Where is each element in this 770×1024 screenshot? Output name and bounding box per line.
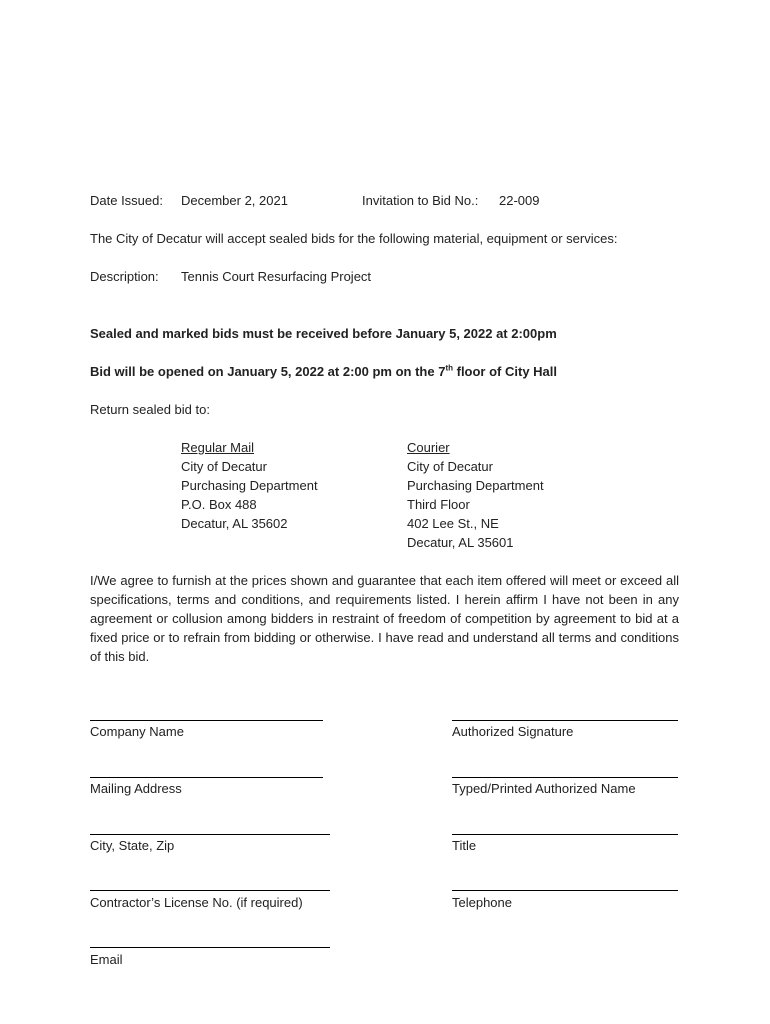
authorized-signature-line[interactable] (452, 720, 678, 721)
date-issued-label: Date Issued: (90, 193, 163, 208)
courier-line: Purchasing Department (407, 478, 544, 493)
regular-mail-heading: Regular Mail (181, 440, 254, 455)
printed-name-label: Typed/Printed Authorized Name (452, 781, 636, 796)
deadline-notice: Sealed and marked bids must be received before January 5, 2022 at 2:00pm (90, 326, 557, 341)
opening-superscript: th (445, 363, 453, 373)
courier-line: Third Floor (407, 497, 470, 512)
date-issued-value: December 2, 2021 (181, 193, 288, 208)
telephone-line[interactable] (452, 890, 678, 891)
mailing-address-line[interactable] (90, 777, 323, 778)
regular-mail-line: P.O. Box 488 (181, 497, 257, 512)
courier-heading: Courier (407, 440, 450, 455)
city-state-zip-label: City, State, Zip (90, 838, 175, 853)
company-name-label: Company Name (90, 724, 184, 739)
description-value: Tennis Court Resurfacing Project (181, 269, 372, 284)
regular-mail-line: Purchasing Department (181, 478, 318, 493)
opening-prefix: Bid will be opened on January 5, 2022 at 2:00 pm on the 7 (90, 364, 446, 379)
company-name-line[interactable] (90, 720, 323, 721)
authorized-signature-label: Authorized Signature (452, 724, 574, 739)
license-number-label: Contractor’s License No. (if required) (90, 895, 303, 910)
opening-notice (90, 364, 557, 379)
return-label: Return sealed bid to: (90, 402, 210, 417)
email-line[interactable] (90, 947, 330, 948)
telephone-label: Telephone (452, 895, 512, 910)
title-line[interactable] (452, 834, 678, 835)
invitation-number: 22-009 (499, 193, 540, 208)
license-number-line[interactable] (90, 890, 330, 891)
invitation-label: Invitation to Bid No.: (362, 193, 479, 208)
printed-name-line[interactable] (452, 777, 678, 778)
email-label: Email (90, 952, 123, 967)
city-state-zip-line[interactable] (90, 834, 330, 835)
courier-line: 402 Lee St., NE (407, 516, 499, 531)
agreement-paragraph: I/We agree to furnish at the prices shown and guarantee that each item offered will meet or exceed all specifications, terms and conditions, and requirements listed. I herein affirm I have not been in any agreement or collusion among bidders in restraint of freedom of competition by agreement to bid at a fixed price or to refrain from bidding or otherwise. I have read and understand all terms and conditions of this bid. (90, 573, 679, 664)
regular-mail-line: Decatur, AL 35602 (181, 516, 288, 531)
regular-mail-line: City of Decatur (181, 459, 267, 474)
title-label: Title (452, 838, 477, 853)
description-label: Description: (90, 269, 159, 284)
courier-line: Decatur, AL 35601 (407, 535, 514, 550)
mailing-address-label: Mailing Address (90, 781, 182, 796)
opening-suffix: floor of City Hall (453, 364, 557, 379)
intro-text: The City of Decatur will accept sealed bids for the following material, equipment or services: (90, 231, 618, 246)
courier-line: City of Decatur (407, 459, 493, 474)
